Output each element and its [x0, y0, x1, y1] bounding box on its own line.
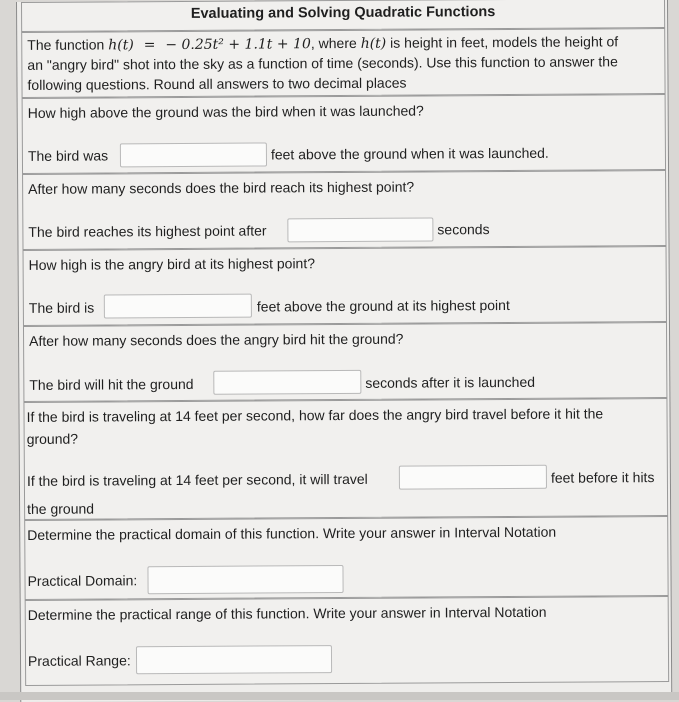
question-5-text-line-2: ground?: [26, 430, 79, 447]
answer-4-input[interactable]: [213, 370, 361, 395]
answer-2-input[interactable]: [287, 217, 433, 242]
question-7-box: [25, 596, 670, 686]
page-title: Evaluating and Solving Quadratic Functions: [190, 4, 496, 22]
question-5-text-line-1: If the bird is traveling at 14 feet per second, how far does the angry bird travel before it hit the: [26, 405, 604, 425]
function-name: h(t): [108, 37, 134, 54]
function-expression: − 0.25t² + 1.1t + 10: [165, 36, 311, 54]
question-7-text: Determine the practical range of this function. Write your answer in Interval Notation: [27, 603, 547, 623]
answer-4-after: seconds after it is launched: [365, 373, 536, 391]
question-6-box: [24, 516, 668, 600]
intro-line-3: following questions. Round all answers to two decimal places: [27, 74, 407, 93]
question-2-box: [22, 170, 666, 250]
question-5-box: [23, 398, 668, 520]
background-strip: [0, 692, 679, 700]
equals-sign: =: [143, 37, 156, 54]
answer-3-input[interactable]: [104, 294, 252, 319]
intro-prefix: The function: [27, 36, 109, 53]
answer-5-before: If the bird is traveling at 14 feet per second, it will travel: [26, 470, 368, 489]
answer-5-after-line-1: feet before it hits: [550, 469, 655, 486]
answer-5-input[interactable]: [399, 465, 547, 490]
answer-2-before: The bird reaches its highest point after: [28, 222, 267, 240]
variable-name: h(t): [360, 35, 387, 52]
question-3-box: [23, 246, 667, 326]
range-input[interactable]: [136, 645, 332, 674]
answer-2-after: seconds: [437, 221, 490, 238]
domain-label: Practical Domain:: [27, 572, 138, 589]
question-3-text: How high is the angry bird at its highest point?: [28, 255, 316, 273]
question-2-text: After how many seconds does the bird reach its highest point?: [28, 178, 415, 197]
intro-middle: , where: [310, 34, 361, 52]
range-label: Practical Range:: [27, 652, 131, 669]
answer-4-before: The bird will hit the ground: [29, 375, 194, 393]
answer-1-before: The bird was: [27, 147, 109, 164]
answer-3-before: The bird is: [28, 299, 95, 316]
answer-1-after: feet above the ground when it was launched.: [270, 144, 549, 163]
answer-1-input[interactable]: [120, 142, 267, 167]
question-4-text: After how many seconds does the angry bird hit the ground?: [29, 330, 404, 349]
question-6-text: Determine the practical domain of this function. Write your answer in Interval Notation: [27, 523, 557, 543]
question-1-text: How high above the ground was the bird when it was launched?: [27, 102, 424, 121]
answer-5-after-line-2: the ground: [27, 500, 95, 517]
question-4-box: [23, 322, 667, 402]
answer-3-after: feet above the ground at its highest point: [256, 296, 510, 315]
question-1-box: [22, 94, 666, 174]
intro-line1-tail: is height in feet, models the height of: [386, 33, 619, 51]
domain-input[interactable]: [147, 565, 343, 594]
intro-line-2: an "angry bird" shot into the sky as a function of time (seconds). Use this function to answer the: [27, 53, 618, 73]
intro-box: [21, 28, 665, 98]
title-box: [21, 0, 665, 32]
worksheet: [16, 0, 672, 702]
